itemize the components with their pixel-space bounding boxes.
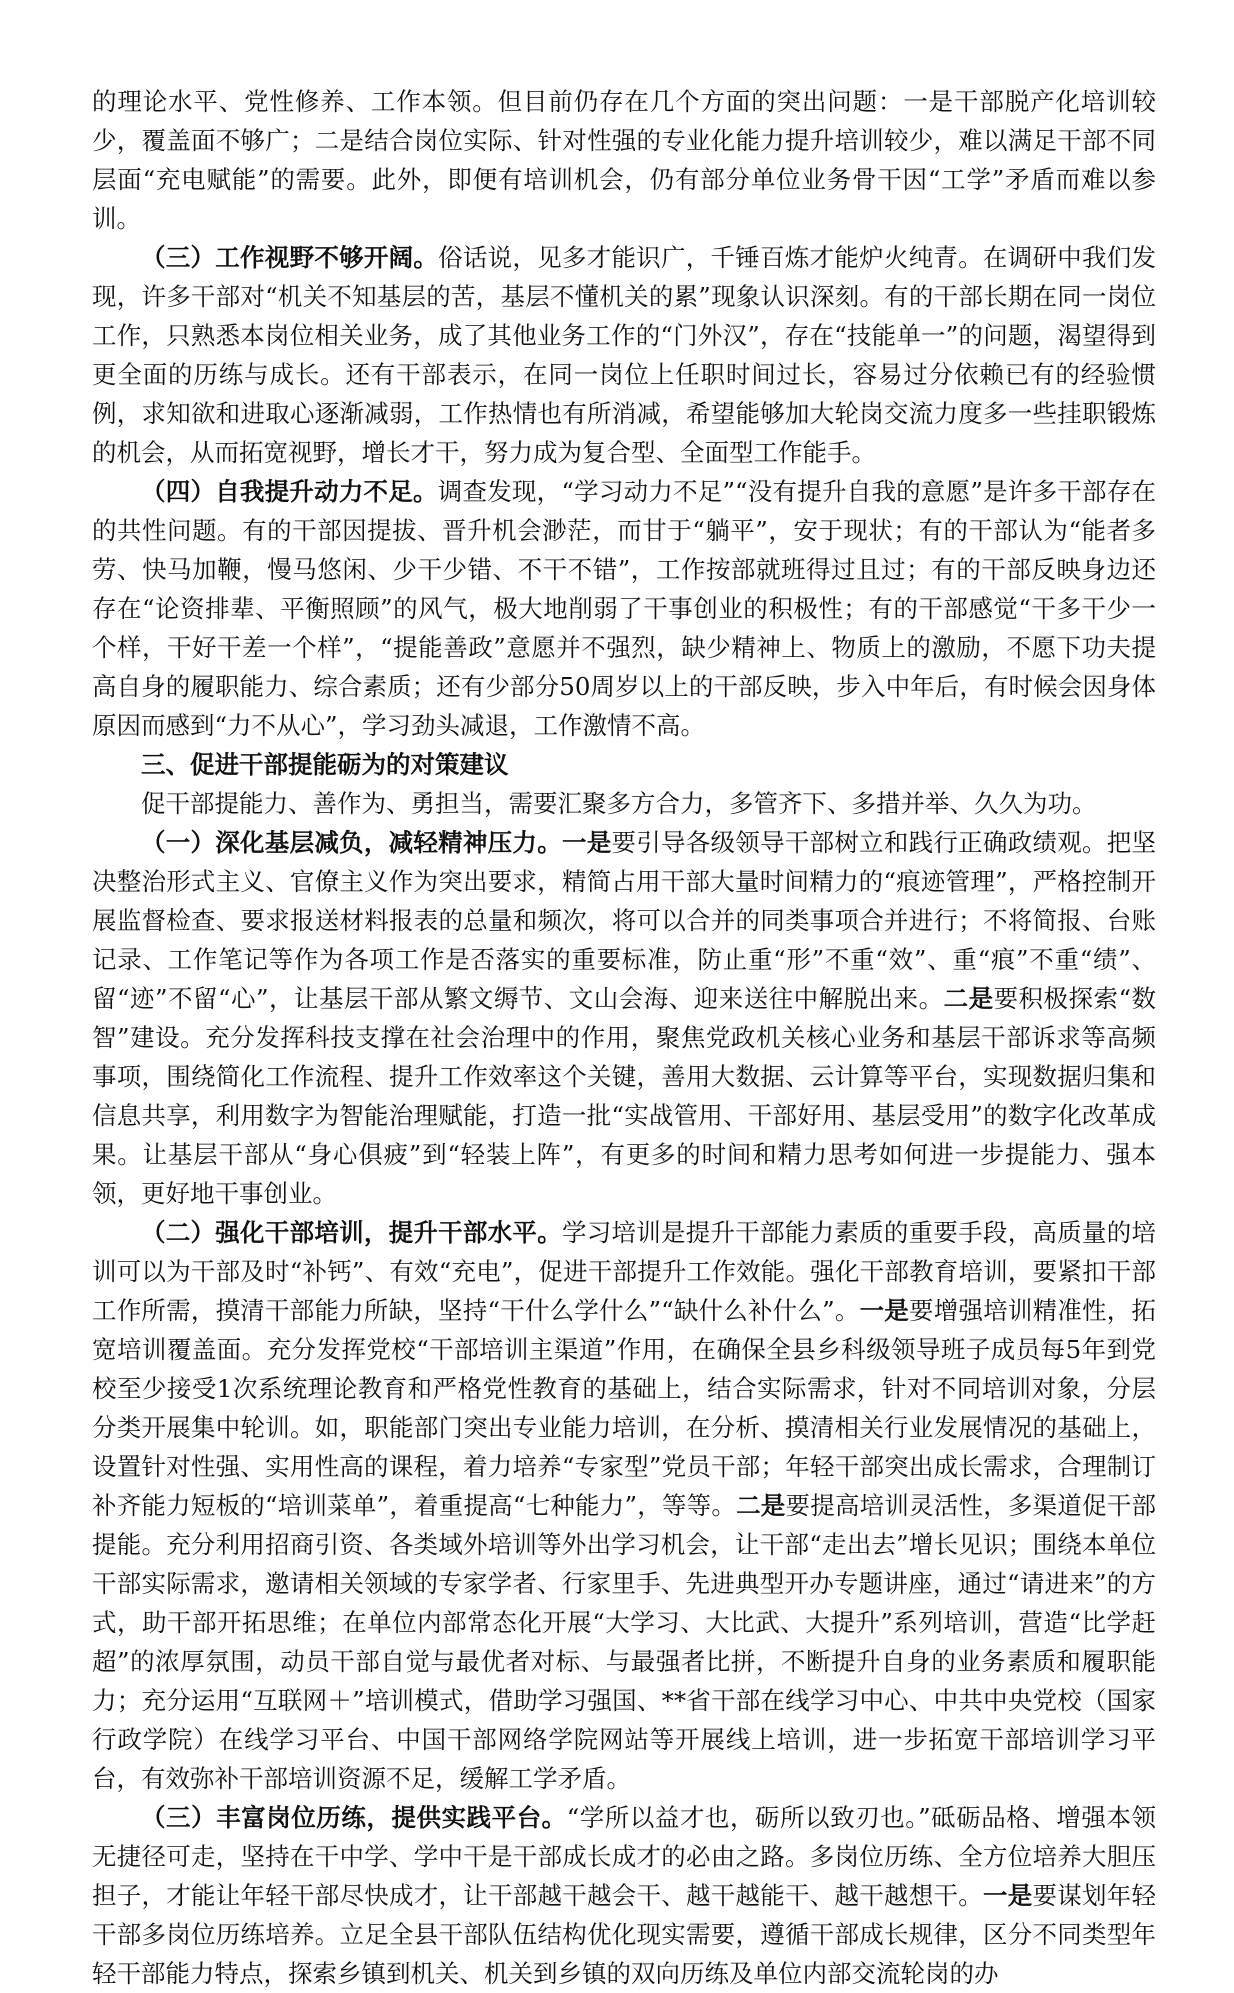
paragraph-text: 要增强培训精准性，拓宽培训覆盖面。充分发挥党校“干部培训主渠道”作用，在确保全县乡科级领导班子成员每5年到党校至少接受1次系统理论教育和严格党性教育的基础上，结合实际需求，针对不同培训对象，分层分类开展集中轮训。如，职能部门突出专业能力培训，在分析、摸清相关行业发展情况的基础上，设置针对性强、实用性高的课程，着力培养“专家型”党员干部；年轻干部突出成长需求，合理制订补齐能力短板的“培训菜单”，着重提高“七种能力”，等等。: [92, 1296, 1156, 1520]
paragraph-text: 促干部提能力、善作为、勇担当，需要汇聚多方合力，多管齐下、多措并举、久久为功。: [141, 789, 1097, 818]
section-heading-4: （四）自我提升动力不足。: [141, 477, 438, 506]
section-paragraph-4: [92, 472, 1156, 745]
document-page: [92, 82, 1156, 1993]
measure-paragraph-1: [92, 823, 1156, 1213]
measure-paragraph-3: [92, 1798, 1156, 1993]
point-marker: 一是: [983, 1881, 1033, 1910]
paragraph-text: 学习培训是提升干部能力素质的重要手段，高质量的培训可以为干部及时“补钙”、有效“充电”，促进干部提升工作效能。强化干部教育培训，要紧扣干部工作所需，摸清干部能力所缺，坚持“干什么学什么”“缺什么补什么”。: [92, 1218, 1157, 1325]
measure-paragraph-2: [92, 1213, 1156, 1798]
section-paragraph-3: [92, 238, 1156, 472]
paragraph-continuation: [92, 82, 1156, 238]
measure-heading-3: （三）丰富岗位历练，提供实践平台。: [141, 1803, 567, 1832]
intro-paragraph: [92, 784, 1156, 823]
paragraph-text: 要积极探索“数智”建设。充分发挥科技支撑在社会治理中的作用，聚焦党政机关核心业务和基层干部诉求等高频事项，围绕简化工作流程、提升工作效率这个关键，善用大数据、云计算等平台，实现数据归集和信息共享，利用数字为智能治理赋能，打造一批“实战管用、干部好用、基层受用”的数字化改革成果。让基层干部从“身心俱疲”到“轻装上阵”，有更多的时间和精力思考如何进一步提能力、强本领，更好地干事创业。: [92, 984, 1157, 1208]
paragraph-text: 要谋划年轻干部多岗位历练培养。立足全县干部队伍结构优化现实需要，遵循干部成长规律，区分不同类型年轻干部能力特点，探索乡镇到机关、机关到乡镇的双向历练及单位内部交流轮岗的办: [92, 1881, 1156, 1988]
paragraph-text: 调查发现，“学习动力不足”“没有提升自我的意愿”是许多干部存在的共性问题。有的干部因提拔、晋升机会渺茫，而甘于“躺平”，安于现状；有的干部认为“能者多劳、快马加鞭，慢马悠闲、少干少错、不干不错”，工作按部就班得过且过；有的干部反映身边还存在“论资排辈、平衡照顾”的风气，极大地削弱了干事创业的积极性；有的干部感觉“干多干少一个样，干好干差一个样”，“提能善政”意愿并不强烈，缺少精神上、物质上的激励，不愿下功夫提高自身的履职能力、综合素质；还有少部分50周岁以上的干部反映，步入中年后，有时候会因身体原因而感到“力不从心”，学习劲头减退，工作激情不高。: [92, 477, 1156, 740]
paragraph-text: “学所以益才也，砺所以致刃也。”砥砺品格、增强本领无捷径可走，坚持在干中学、学中干是干部成长成才的必由之路。多岗位历练、全方位培养大胆压担子，才能让年轻干部尽快成才，让干部越干越会干、越干越能干、越干越想干。: [92, 1803, 1156, 1910]
section-heading-3: （三）工作视野不够开阔。: [141, 243, 439, 272]
point-marker: 一是: [859, 1296, 910, 1325]
paragraph-text: 要提高培训灵活性，多渠道促干部提能。充分利用招商引资、各类域外培训等外出学习机会，让干部“走出去”增长见识；围绕本单位干部实际需求，邀请相关领域的专家学者、行家里手、先进典型开办专题讲座，通过“请进来”的方式，助干部开拓思维；在单位内部常态化开展“大学习、大比武、大提升”系列培训，营造“比学赶超”的浓厚氛围，动员干部自觉与最优者对标、与最强者比拼，不断提升自身的业务素质和履职能力；充分运用“互联网＋”培训模式，借助学习强国、**省干部在线学习中心、中共中央党校（国家行政学院）在线学习平台、中国干部网络学院网站等开展线上培训，进一步拓宽干部培训学习平台，有效弥补干部培训资源不足，缓解工学矛盾。: [92, 1491, 1157, 1793]
paragraph-text: 要引导各级领导干部树立和践行正确政绩观。把坚决整治形式主义、官僚主义作为突出要求，精简占用干部大量时间精力的“痕迹管理”，严格控制开展监督检查、要求报送材料报表的总量和频次，将可以合并的同类事项合并进行；不将简报、台账记录、工作笔记等作为各项工作是否落实的重要标准，防止重“形”不重“效”、重“痕”不重“绩”、留“迹”不留“心”，让基层干部从繁文缛节、文山会海、迎来送往中解脱出来。: [92, 828, 1157, 1013]
measure-heading-2: （二）强化干部培训，提升干部水平。: [141, 1218, 562, 1247]
point-marker: 二是: [943, 984, 994, 1013]
paragraph-text: 俗话说，见多才能识广，千锤百炼才能炉火纯青。在调研中我们发现，许多干部对“机关不知基层的苦，基层不懂机关的累”现象认识深刻。有的干部长期在同一岗位工作，只熟悉本岗位相关业务，成了其他业务工作的“门外汉”，存在“技能单一”的问题，渴望得到更全面的历练与成长。还有干部表示，在同一岗位上任职时间过长，容易过分依赖已有的经验惯例，求知欲和进取心逐渐减弱，工作热情也有所消减，希望能够加大轮岗交流力度多一些挂职锻炼的机会，从而拓宽视野，增长才干，努力成为复合型、全面型工作能手。: [92, 243, 1157, 467]
point-marker: 二是: [736, 1491, 786, 1520]
chapter-heading: 三、促进干部提能砺为的对策建议: [141, 750, 509, 779]
measure-heading-1: （一）深化基层减负，减轻精神压力。一是: [141, 828, 612, 857]
paragraph-text: 的理论水平、党性修养、工作本领。但目前仍存在几个方面的突出问题：一是干部脱产化培训较少，覆盖面不够广；二是结合岗位实际、针对性强的专业化能力提升培训较少，难以满足干部不同层面“充电赋能”的需要。此外，即便有培训机会，仍有部分单位业务骨干因“工学”矛盾而难以参训。: [92, 87, 1156, 233]
